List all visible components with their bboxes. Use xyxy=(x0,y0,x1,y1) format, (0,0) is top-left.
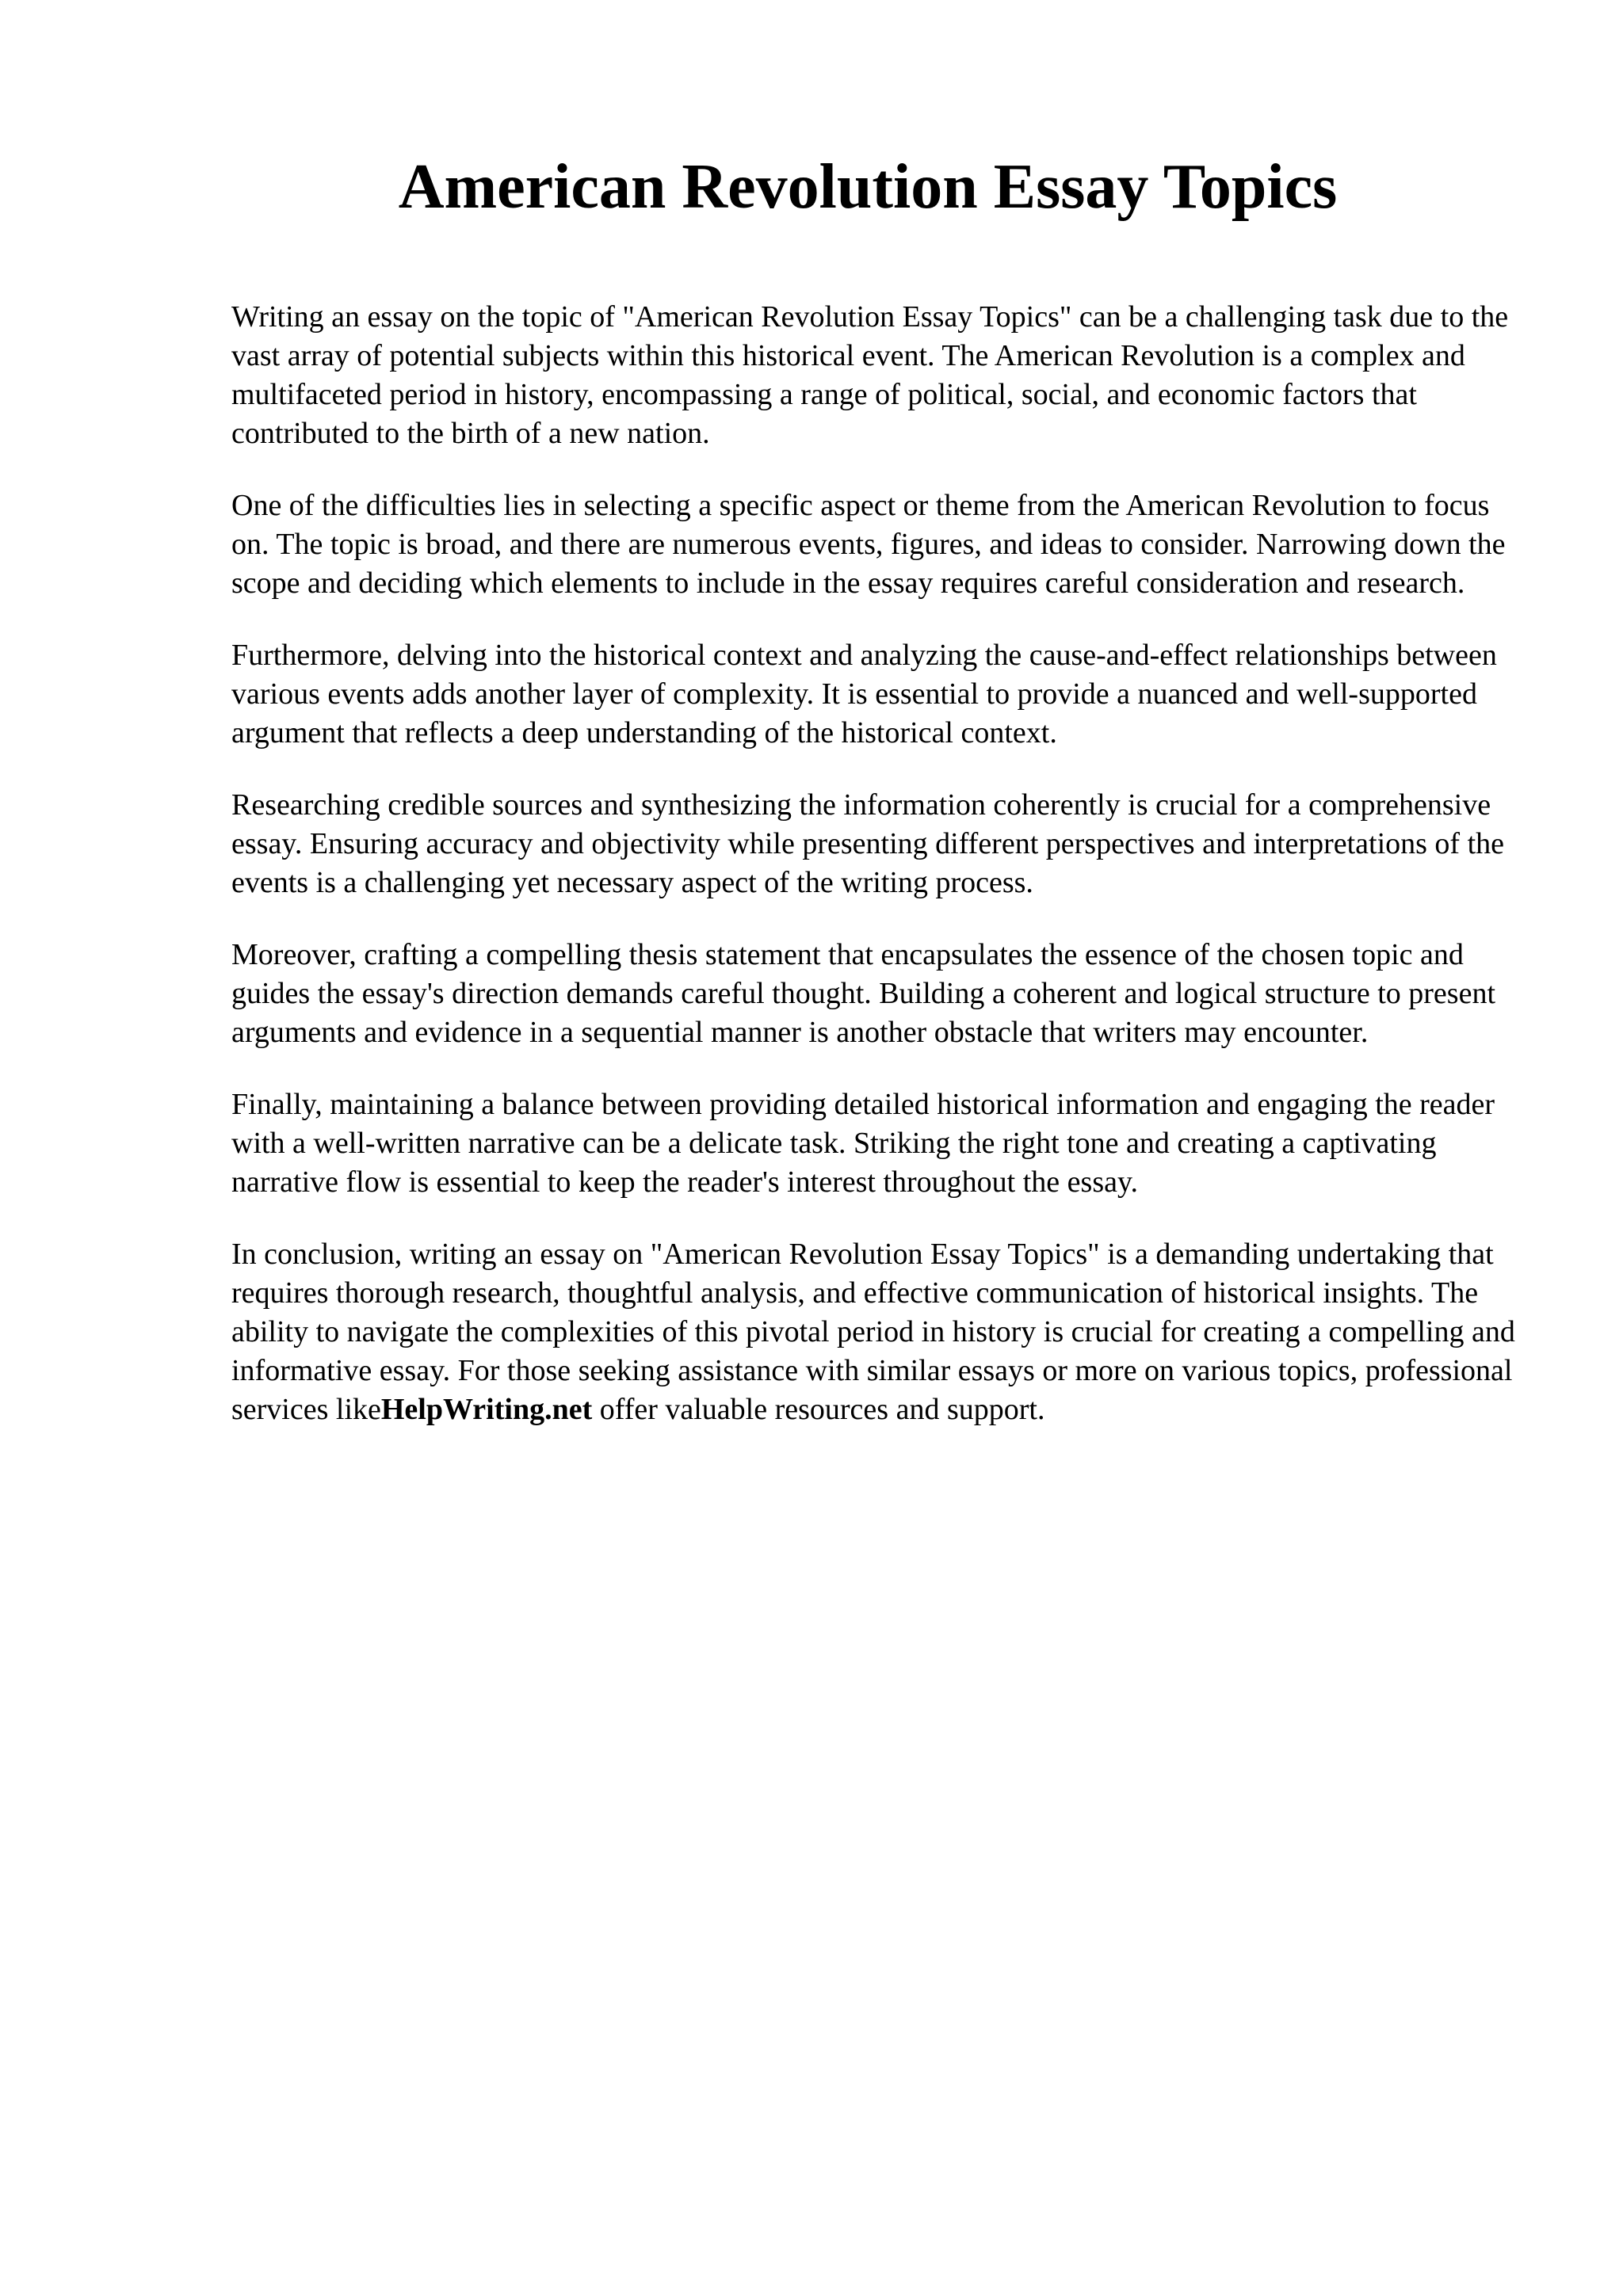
essay-body xyxy=(231,298,1531,1463)
paragraph-2: One of the difficulties lies in selecting a specific aspect or theme from the American Revolution to focus on. The topic is broad, and there are numerous events, figures, and ideas to consider. Narrowing down the scope and deciding which elements to include in the essay requires careful consideration and research. xyxy=(231,489,1506,600)
paragraph-conclusion xyxy=(231,1235,1531,1429)
conclusion-text-end: offer valuable resources and support. xyxy=(592,1393,1045,1426)
brand-name: HelpWriting.net xyxy=(380,1393,593,1426)
paragraph-5: Moreover, crafting a compelling thesis statement that encapsulates the essence of the chosen topic and guides the essay's direction demands careful thought. Building a coherent and logical structure to present arguments and evidence in a sequential manner is another obstacle that writers may encounter. xyxy=(231,938,1495,1049)
paragraph-4: Researching credible sources and synthesizing the information coherently is crucial for a comprehensive essay. Ensuring accuracy and objectivity while presenting different perspectives and interpretations of the events is a challenging yet necessary aspect of the writing process. xyxy=(231,788,1505,899)
paragraph-3: Furthermore, delving into the historical context and analyzing the cause-and-effect relationships between various events adds another layer of complexity. It is essential to provide a nuanced and well-supported argument that reflects a deep understanding of the historical context. xyxy=(231,639,1497,749)
paragraph-6: Finally, maintaining a balance between providing detailed historical information and engaging the reader with a well-written narrative can be a delicate task. Striking the right tone and creating a captivating narrative flow is essential to keep the reader's interest throughout the essay. xyxy=(231,1088,1495,1199)
paragraph-1: Writing an essay on the topic of "American Revolution Essay Topics" can be a challenging task due to the vast array of potential subjects within this historical event. The American Revolution is a complex and multifaceted period in history, encompassing a range of political, social, and economic factors that contributed to the birth of a new nation. xyxy=(231,300,1509,450)
page-title: American Revolution Essay Topics xyxy=(398,152,1338,222)
conclusion-text-start: In conclusion, writing an essay on "American Revolution Essay Topics" is a demanding undertaking that requires thorough research, thoughtful analysis, and effective communication of historical insights. The ability to navigate the complexities of this pivotal period in history is crucial for creating a compelling and informative essay. For those seeking assistance with similar essays or more on various topics, professional services like xyxy=(231,1238,1515,1426)
